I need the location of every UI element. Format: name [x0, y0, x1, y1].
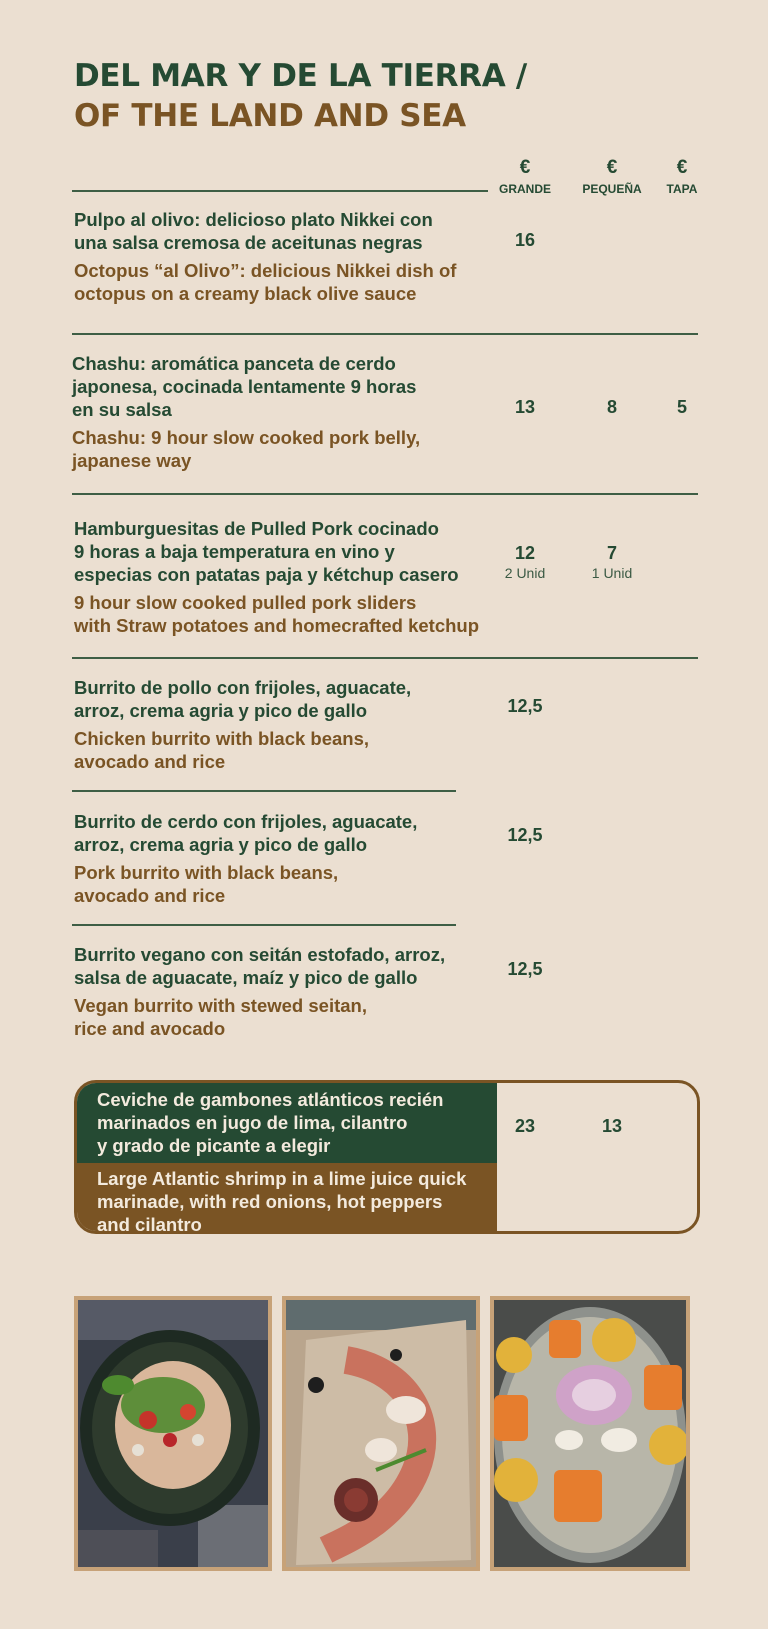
price-grande: 13	[514, 397, 536, 417]
ceviche-photo	[490, 1296, 690, 1571]
price-value: 7	[606, 543, 617, 563]
divider	[72, 493, 698, 495]
column-header-grande	[495, 157, 555, 197]
price-pequena	[582, 542, 642, 582]
price-pequena: 13	[601, 1116, 623, 1136]
currency-symbol: €	[519, 157, 531, 178]
price-unit: 2 Unid	[504, 565, 546, 581]
octopus-photo	[282, 1296, 480, 1571]
currency-symbol: €	[676, 157, 688, 178]
column-header-pequena	[577, 157, 647, 197]
divider	[72, 924, 456, 926]
divider	[72, 657, 698, 659]
column-label: TAPA	[666, 182, 698, 196]
menu-item-chashu: Chashu: aromática panceta de cerdo japonesa, cocinada lentamente 9 horas en su salsa Chashu: 9 hour slow cooked pork belly, japanese way	[72, 353, 421, 471]
price-unit: 1 Unid	[591, 565, 633, 581]
price-grande: 12,5	[507, 825, 543, 845]
price-grande	[495, 542, 555, 582]
menu-title	[74, 56, 527, 136]
title-english: OF THE LAND AND SEA	[74, 98, 466, 134]
menu-item-pulled-pork: Hamburguesitas de Pulled Pork cocinado 9 horas a baja temperatura en vino y especias con patatas paja y kétchup casero 9 hour slow cooked pulled pork sliders with Straw potatoes and homecrafted ketchup	[74, 518, 480, 636]
title-spanish: DEL MAR Y DE LA TIERRA /	[74, 58, 527, 94]
price-tapa: 5	[676, 397, 687, 417]
price-grande: 16	[514, 230, 536, 250]
ceviche-spanish: Ceviche de gambones atlánticos recién marinados en jugo de lima, cilantro y grado de picante a elegir	[77, 1083, 497, 1163]
currency-symbol: €	[606, 157, 618, 178]
ceviche-box	[74, 1080, 700, 1234]
burrito-photo	[74, 1296, 272, 1571]
price-pequena: 8	[606, 397, 617, 417]
menu-item-burrito-cerdo: Burrito de cerdo con frijoles, aguacate, arroz, crema agria y pico de gallo Pork burrito with black beans, avocado and rice	[74, 811, 418, 906]
column-label: GRANDE	[498, 182, 551, 196]
divider	[72, 333, 698, 335]
column-header-tapa	[660, 157, 704, 197]
menu-item-pulpo: Pulpo al olivo: delicioso plato Nikkei con una salsa cremosa de aceitunas negras Octopus “al Olivo”: delicious Nikkei dish of octopus on a creamy black olive sauce	[74, 209, 457, 304]
price-value: 12	[514, 543, 536, 563]
price-grande: 12,5	[507, 696, 543, 716]
divider	[72, 790, 456, 792]
ceviche-english: Large Atlantic shrimp in a lime juice quick marinade, with red onions, hot peppers and cilantro	[77, 1163, 497, 1234]
column-label: PEQUEÑA	[582, 182, 642, 196]
price-grande: 12,5	[507, 959, 543, 979]
price-grande: 23	[514, 1116, 536, 1136]
divider	[72, 190, 488, 192]
menu-item-burrito-pollo: Burrito de pollo con frijoles, aguacate, arroz, crema agria y pico de gallo Chicken burrito with black beans, avocado and rice	[74, 677, 412, 772]
menu-item-burrito-vegano: Burrito vegano con seitán estofado, arroz, salsa de aguacate, maíz y pico de gallo Vegan burrito with stewed seitan, rice and avocado	[74, 944, 446, 1039]
